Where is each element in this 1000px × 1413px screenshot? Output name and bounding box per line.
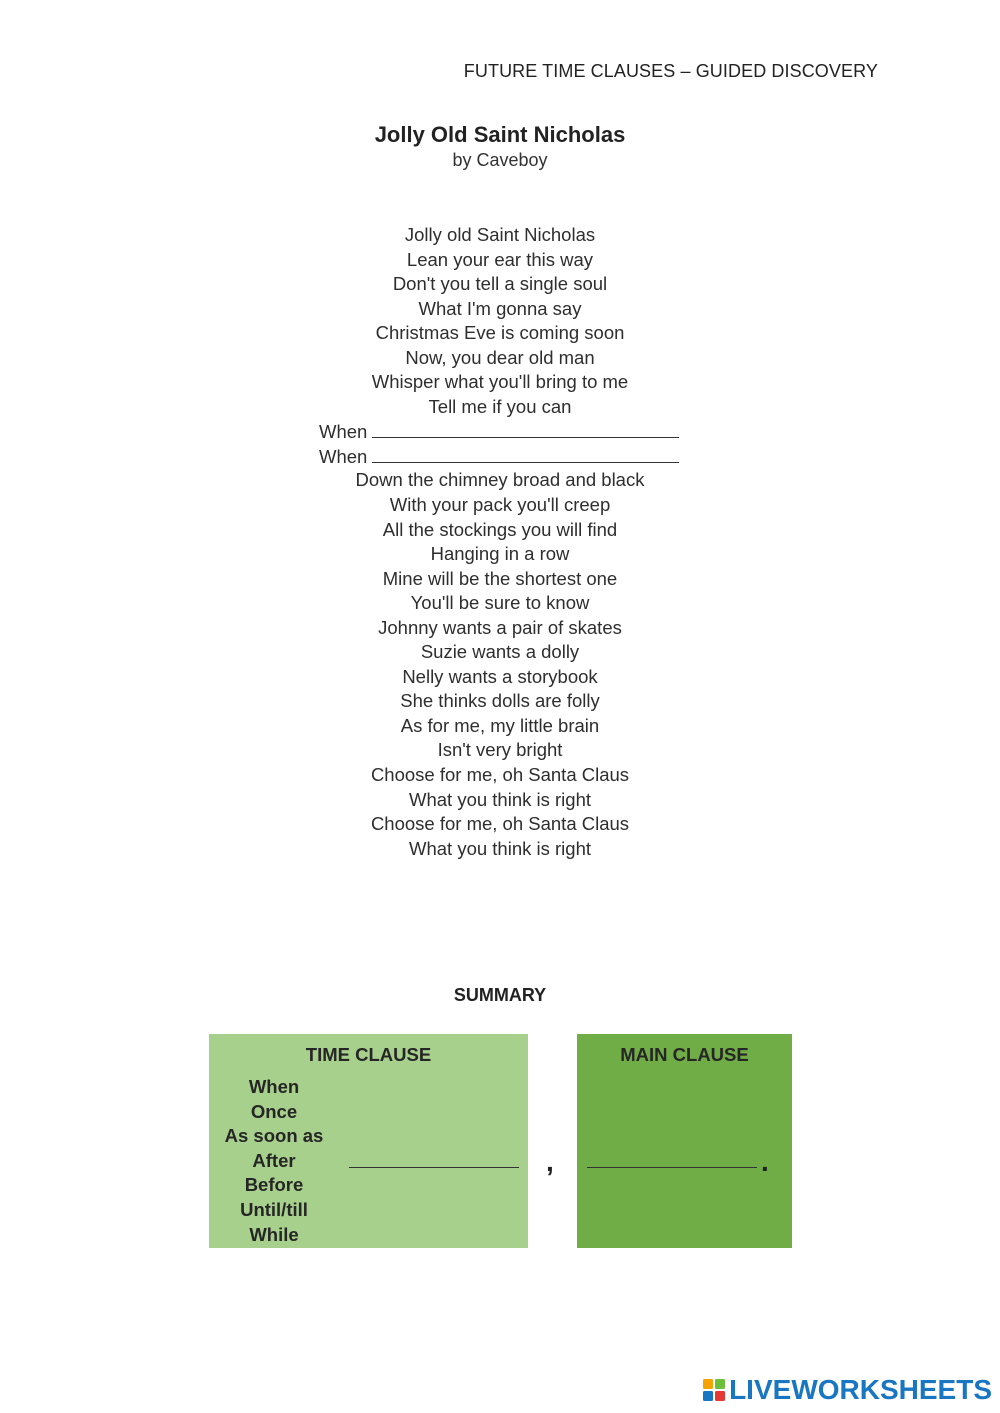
answer-blank-2[interactable] bbox=[372, 444, 679, 463]
conjunction-item: While bbox=[249, 1223, 299, 1245]
lyric-line: Tell me if you can bbox=[428, 395, 572, 417]
lyric-line: You'll be sure to know bbox=[410, 592, 590, 614]
lyric-line: Hanging in a row bbox=[430, 543, 570, 565]
lyric-line: Choose for me, oh Santa Claus bbox=[370, 764, 630, 786]
time-clause-box bbox=[209, 1034, 528, 1248]
lyric-line: What you think is right bbox=[409, 837, 591, 859]
summary-heading: SUMMARY bbox=[453, 985, 547, 1005]
liveworksheets-logo bbox=[702, 1375, 992, 1405]
song-title: Jolly Old Saint Nicholas bbox=[374, 122, 626, 147]
time-clause-title: TIME CLAUSE bbox=[305, 1044, 432, 1065]
answer-blank-1[interactable] bbox=[372, 419, 679, 438]
conjunction-item: After bbox=[252, 1149, 296, 1171]
lyric-line: Now, you dear old man bbox=[405, 346, 595, 368]
conjunction-item: Until/till bbox=[240, 1198, 308, 1220]
lyric-line: Jolly old Saint Nicholas bbox=[404, 224, 596, 245]
conjunction-list bbox=[209, 1075, 339, 1247]
lyric-line: All the stockings you will find bbox=[382, 518, 618, 540]
lyric-line: Choose for me, oh Santa Claus bbox=[370, 813, 630, 835]
comma-mark: , bbox=[546, 1146, 554, 1177]
time-clause-blank[interactable] bbox=[349, 1167, 519, 1168]
lyric-gap-line bbox=[0, 419, 1000, 444]
main-clause-box bbox=[577, 1034, 792, 1248]
song-author: by Caveboy bbox=[452, 150, 548, 170]
lyric-line: She thinks dolls are folly bbox=[400, 690, 600, 712]
logo-blocks-icon bbox=[702, 1378, 726, 1402]
conjunction-item: As soon as bbox=[224, 1125, 324, 1147]
conjunction-item: Before bbox=[244, 1174, 304, 1196]
lyric-line: What I'm gonna say bbox=[418, 297, 582, 319]
main-clause-blank[interactable] bbox=[587, 1167, 757, 1168]
lyric-line: Nelly wants a storybook bbox=[402, 665, 598, 687]
lyric-gap-label: When bbox=[319, 421, 368, 443]
lyric-line: Whisper what you'll bring to me bbox=[371, 371, 629, 393]
lyric-line: Johnny wants a pair of skates bbox=[378, 616, 622, 638]
lyric-gap-line bbox=[0, 444, 1000, 469]
lyric-line: Isn't very bright bbox=[437, 739, 563, 761]
brand-name: LIVEWORKSHEETS bbox=[729, 1374, 992, 1405]
lyric-line: With your pack you'll creep bbox=[389, 494, 611, 516]
lyric-line: What you think is right bbox=[409, 788, 591, 810]
worksheet-header: FUTURE TIME CLAUSES – GUIDED DISCOVERY bbox=[463, 61, 878, 81]
conjunction-item: When bbox=[248, 1076, 300, 1097]
main-clause-title: MAIN CLAUSE bbox=[620, 1044, 749, 1065]
conjunction-item: Once bbox=[250, 1100, 298, 1122]
lyric-gap-label: When bbox=[319, 445, 368, 467]
lyric-line: Suzie wants a dolly bbox=[420, 641, 580, 663]
lyric-line: Down the chimney broad and black bbox=[355, 469, 645, 491]
lyric-line: Don't you tell a single soul bbox=[392, 273, 608, 295]
lyric-line: As for me, my little brain bbox=[400, 714, 600, 736]
lyric-line: Christmas Eve is coming soon bbox=[375, 322, 625, 344]
lyric-line: Lean your ear this way bbox=[406, 248, 594, 270]
period-mark: . bbox=[761, 1146, 769, 1177]
lyric-line: Mine will be the shortest one bbox=[382, 567, 618, 589]
lyrics-list bbox=[0, 223, 1000, 861]
